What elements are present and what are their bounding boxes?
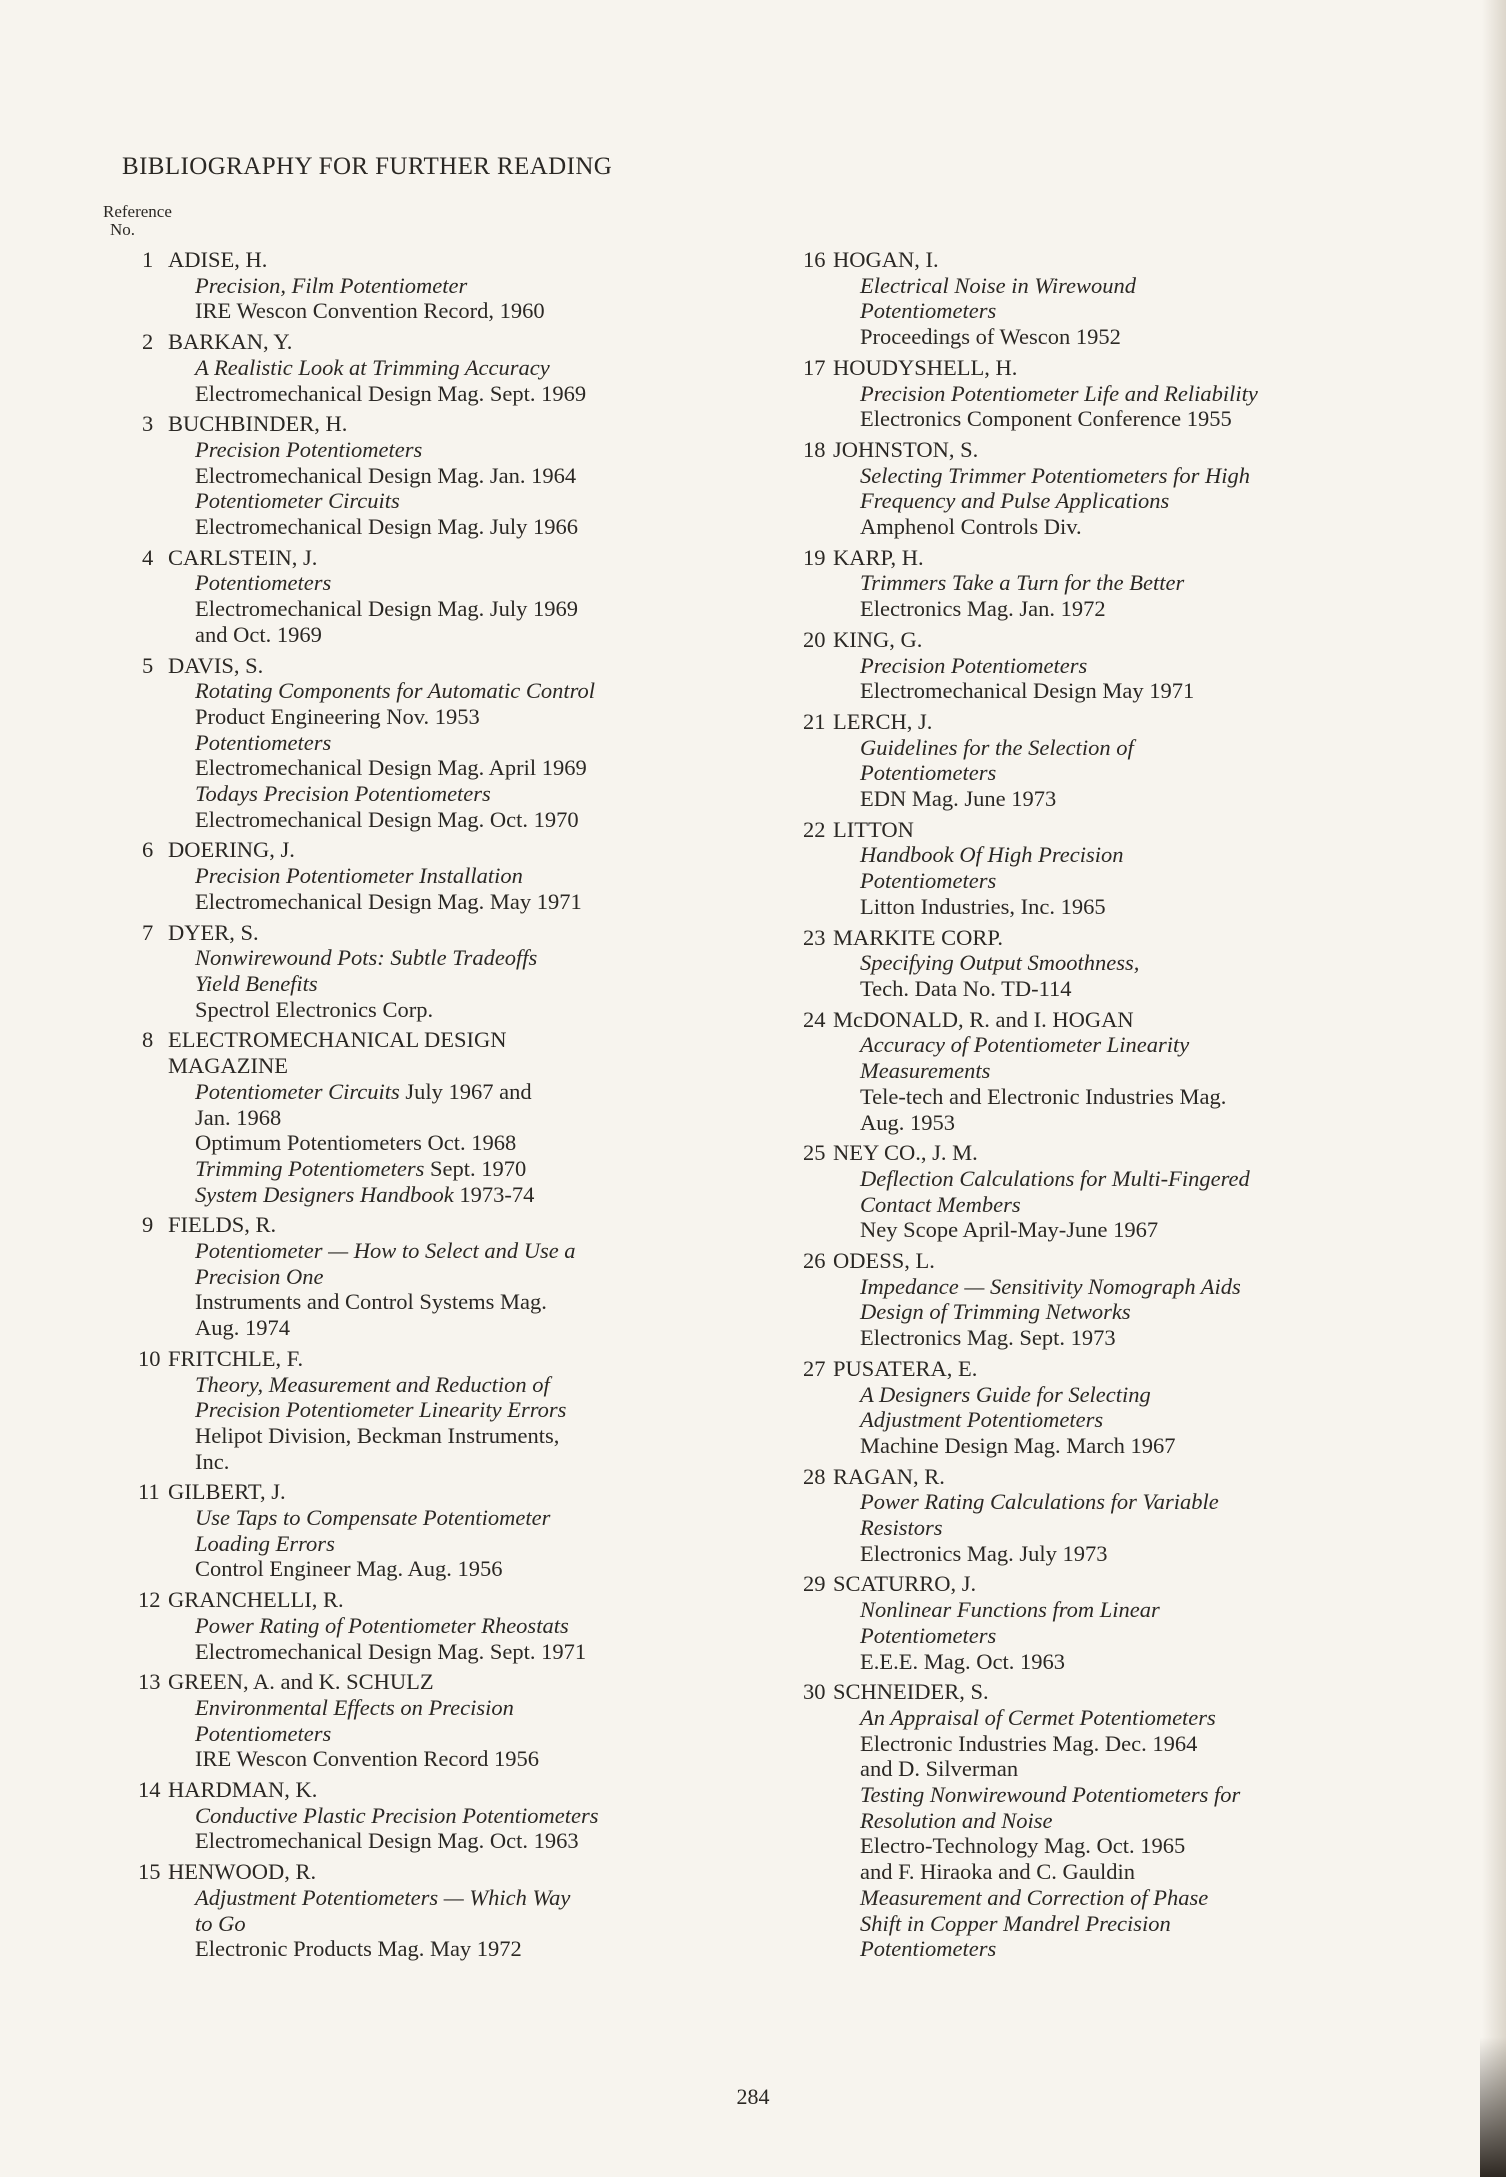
entry-author-line bbox=[803, 627, 1413, 653]
bibliography-column-right bbox=[803, 247, 1413, 1967]
bibliography-entry bbox=[138, 411, 748, 540]
entry-number: 17 bbox=[803, 354, 826, 380]
entry-title: Potentiometer — How to Select and Use a bbox=[195, 1238, 576, 1264]
entry-source: Electromechanical Design Mag. Oct. 1963 bbox=[195, 1828, 579, 1854]
entry-title: Precision One bbox=[195, 1263, 324, 1289]
entry-author: GREEN, A. and K. SCHULZ bbox=[168, 1669, 434, 1695]
entry-source: Electromechanical Design Mag. Sept. 1969 bbox=[195, 380, 587, 406]
entry-author: ADISE, H. bbox=[168, 247, 268, 272]
entry-title: Adjustment Potentiometers — Which Way bbox=[195, 1884, 571, 1910]
bibliography-entry bbox=[803, 1679, 1413, 1962]
entry-author: ODESS, L. bbox=[833, 1248, 935, 1274]
entry-source: Electromechanical Design Mag. May 1971 bbox=[195, 888, 582, 914]
entry-number: 26 bbox=[803, 1248, 826, 1274]
entry-title: A Realistic Look at Trimming Accuracy bbox=[195, 354, 550, 380]
entry-title: Trimming Potentiometers bbox=[195, 1155, 425, 1181]
entry-author-line bbox=[803, 1464, 1413, 1490]
entry-title: Resolution and Noise bbox=[860, 1807, 1053, 1833]
entry-number: 2 bbox=[142, 329, 154, 355]
bibliography-entry bbox=[803, 247, 1413, 350]
entry-author-line bbox=[803, 817, 1413, 843]
entry-number: 25 bbox=[803, 1140, 826, 1166]
entry-source: Instruments and Control Systems Mag. bbox=[195, 1289, 547, 1315]
entry-author-line bbox=[138, 545, 748, 571]
entry-number: 28 bbox=[803, 1463, 826, 1489]
entry-number: 27 bbox=[803, 1355, 826, 1381]
entry-title: Deflection Calculations for Multi-Fingered bbox=[860, 1165, 1250, 1191]
entry-source: Amphenol Controls Div. bbox=[860, 514, 1082, 540]
entry-source: Electronic Products Mag. May 1972 bbox=[195, 1936, 522, 1962]
entry-author: ELECTROMECHANICAL DESIGN bbox=[168, 1027, 507, 1053]
entry-number: 18 bbox=[803, 436, 826, 462]
bibliography-entry bbox=[803, 709, 1413, 812]
entry-title: Design of Trimming Networks bbox=[860, 1299, 1131, 1325]
entry-title: Electrical Noise in Wirewound bbox=[860, 272, 1137, 298]
entry-source: Helipot Division, Beckman Instruments, bbox=[195, 1422, 560, 1448]
entry-author: FRITCHLE, F. bbox=[168, 1345, 304, 1371]
entry-title: Guidelines for the Selection of bbox=[860, 734, 1134, 760]
entry-author: LERCH, J. bbox=[833, 708, 933, 734]
reference-number-label bbox=[103, 203, 172, 239]
entry-author: BUCHBINDER, H. bbox=[168, 411, 348, 437]
entry-number: 4 bbox=[142, 544, 154, 570]
entry-detail-line bbox=[138, 1079, 748, 1105]
entry-title: Precision Potentiometer Installation bbox=[195, 863, 523, 889]
entry-author: NEY CO., J. M. bbox=[833, 1140, 978, 1166]
entry-source: Machine Design Mag. March 1967 bbox=[860, 1432, 1176, 1458]
entry-source: Litton Industries, Inc. 1965 bbox=[860, 893, 1106, 919]
entry-title: Precision Potentiometer Linearity Errors bbox=[195, 1397, 567, 1423]
entry-author: DOERING, J. bbox=[168, 837, 295, 863]
entry-source: Electronics Mag. Sept. 1973 bbox=[860, 1325, 1116, 1351]
entry-author-line bbox=[138, 1346, 748, 1372]
entry-author-line bbox=[138, 837, 748, 863]
entry-source: and Oct. 1969 bbox=[195, 621, 322, 647]
entry-author-line bbox=[803, 1571, 1413, 1597]
entry-title: Conductive Plastic Precision Potentiometers bbox=[195, 1802, 599, 1828]
entry-title: Environmental Effects on Precision bbox=[195, 1694, 514, 1720]
entry-source: Tele-tech and Electronic Industries Mag. bbox=[860, 1083, 1227, 1109]
bibliography-entry bbox=[138, 837, 748, 914]
entry-author-line bbox=[803, 1356, 1413, 1382]
entry-title: Potentiometers bbox=[860, 1622, 997, 1648]
entry-source: Proceedings of Wescon 1952 bbox=[860, 324, 1121, 350]
entry-number: 23 bbox=[803, 924, 826, 950]
entry-title: Rotating Components for Automatic Control bbox=[195, 678, 596, 704]
bibliography-entry bbox=[803, 545, 1413, 622]
entry-author: HOGAN, I. bbox=[833, 247, 939, 272]
reference-label-line2: No. bbox=[110, 220, 136, 239]
entry-source: and F. Hiraoka and C. Gauldin bbox=[860, 1859, 1136, 1885]
entry-title: Loading Errors bbox=[195, 1530, 335, 1556]
entry-author-line bbox=[803, 437, 1413, 463]
bibliography-entry bbox=[803, 627, 1413, 704]
entry-title: Power Rating Calculations for Variable bbox=[860, 1489, 1219, 1515]
entry-title: Potentiometers bbox=[860, 298, 997, 324]
entry-author: McDONALD, R. and I. HOGAN bbox=[833, 1006, 1134, 1032]
bibliography-entry bbox=[138, 1669, 748, 1772]
entry-title: Measurements bbox=[860, 1058, 991, 1084]
entry-title: Testing Nonwirewound Potentiometers for bbox=[860, 1782, 1241, 1808]
entry-title: Todays Precision Potentiometers bbox=[195, 781, 491, 807]
bibliography-column-left bbox=[138, 247, 748, 1967]
entry-source: Electromechanical Design Mag. July 1969 bbox=[195, 596, 579, 622]
bibliography-entry bbox=[138, 545, 748, 648]
bibliography-entry bbox=[138, 1027, 748, 1207]
bibliography-entry bbox=[138, 920, 748, 1023]
entry-author: KARP, H. bbox=[833, 544, 924, 570]
entry-source: E.E.E. Mag. Oct. 1963 bbox=[860, 1648, 1065, 1674]
entry-number: 29 bbox=[803, 1571, 826, 1597]
entry-title: Nonwirewound Pots: Subtle Tradeoffs bbox=[195, 945, 538, 971]
bibliography-entry bbox=[803, 1571, 1413, 1674]
bibliography-entry bbox=[138, 653, 748, 833]
entry-author-line bbox=[138, 920, 748, 946]
entry-source: IRE Wescon Convention Record 1956 bbox=[195, 1746, 539, 1772]
entry-author-line bbox=[138, 411, 748, 437]
entry-title: Precision Potentiometers bbox=[860, 652, 1088, 678]
entry-source: Electro-Technology Mag. Oct. 1965 bbox=[860, 1833, 1186, 1859]
entry-number: 9 bbox=[142, 1212, 154, 1238]
entry-source: Sept. 1970 bbox=[424, 1155, 527, 1181]
entry-source: Control Engineer Mag. Aug. 1956 bbox=[195, 1556, 503, 1582]
entry-author: CARLSTEIN, J. bbox=[168, 544, 318, 570]
entry-author: DYER, S. bbox=[168, 919, 259, 945]
entry-number: 22 bbox=[803, 816, 826, 842]
page-number: 284 bbox=[736, 2084, 770, 2109]
entry-title: Potentiometers bbox=[860, 760, 997, 786]
entry-source: Electromechanical Design Mag. July 1966 bbox=[195, 514, 579, 540]
reference-label-line1: Reference bbox=[103, 202, 172, 221]
entry-author-line bbox=[138, 1669, 748, 1695]
entry-number: 12 bbox=[138, 1587, 161, 1613]
entry-source: Ney Scope April-May-June 1967 bbox=[860, 1217, 1159, 1243]
bibliography-entry bbox=[138, 1777, 748, 1854]
entry-title: Accuracy of Potentiometer Linearity bbox=[860, 1032, 1190, 1058]
entry-number: 14 bbox=[138, 1777, 161, 1803]
bibliography-entry bbox=[138, 1346, 748, 1475]
entry-source: Electromechanical Design Mag. Sept. 1971 bbox=[195, 1638, 587, 1664]
entry-author: KING, G. bbox=[833, 626, 923, 652]
entry-author-line bbox=[803, 545, 1413, 571]
entry-title: Selecting Trimmer Potentiometers for High bbox=[860, 462, 1250, 488]
entry-title: Precision Potentiometer Life and Reliability bbox=[860, 380, 1258, 406]
entry-number: 5 bbox=[142, 652, 154, 678]
page-heading: BIBLIOGRAPHY FOR FURTHER READING bbox=[122, 153, 613, 180]
entry-source: and D. Silverman bbox=[860, 1756, 1019, 1782]
entry-title: Impedance — Sensitivity Nomograph Aids bbox=[860, 1273, 1241, 1299]
entry-number: 1 bbox=[142, 247, 154, 272]
entry-source: Electromechanical Design Mag. April 1969 bbox=[195, 755, 587, 781]
entry-number: 21 bbox=[803, 708, 826, 734]
entry-author: HARDMAN, K. bbox=[168, 1777, 318, 1803]
entry-source: Electromechanical Design Mag. Jan. 1964 bbox=[195, 462, 577, 488]
entry-source: Electronics Mag. July 1973 bbox=[860, 1540, 1108, 1566]
bibliography-entry bbox=[138, 1212, 748, 1341]
entry-title: Frequency and Pulse Applications bbox=[860, 488, 1170, 514]
entry-title: Use Taps to Compensate Potentiometer bbox=[195, 1505, 551, 1531]
entry-detail-line bbox=[138, 1156, 748, 1182]
entry-author: LITTON bbox=[833, 816, 914, 842]
entry-source: Electronics Mag. Jan. 1972 bbox=[860, 596, 1106, 622]
bibliography-entry bbox=[138, 1587, 748, 1664]
entry-author-line bbox=[803, 1007, 1413, 1033]
entry-author-line bbox=[803, 355, 1413, 381]
entry-title: Precision, Film Potentiometer bbox=[195, 272, 468, 298]
entry-number: 6 bbox=[142, 837, 154, 863]
entry-title: Potentiometers bbox=[860, 1936, 997, 1962]
entry-title: Contact Members bbox=[860, 1191, 1021, 1217]
entry-source: IRE Wescon Convention Record, 1960 bbox=[195, 298, 545, 324]
entry-author-line bbox=[803, 709, 1413, 735]
entry-author: HENWOOD, R. bbox=[168, 1859, 317, 1885]
entry-author-line bbox=[138, 1212, 748, 1238]
entry-title: Power Rating of Potentiometer Rheostats bbox=[195, 1612, 569, 1638]
entry-title: to Go bbox=[195, 1910, 246, 1936]
entry-author: SCHNEIDER, S. bbox=[833, 1679, 989, 1705]
entry-title: Adjustment Potentiometers bbox=[860, 1407, 1104, 1433]
entry-source: Tech. Data No. TD-114 bbox=[860, 975, 1072, 1001]
entry-title: Precision Potentiometers bbox=[195, 436, 423, 462]
entry-author: SCATURRO, J. bbox=[833, 1571, 977, 1597]
entry-author-line bbox=[138, 329, 748, 355]
entry-number: 16 bbox=[803, 247, 826, 272]
entry-author: GRANCHELLI, R. bbox=[168, 1587, 344, 1613]
entry-detail-line bbox=[138, 1182, 748, 1208]
entry-number: 3 bbox=[142, 411, 154, 437]
entry-author-line bbox=[138, 1479, 748, 1505]
entry-source: Aug. 1953 bbox=[860, 1109, 955, 1135]
bibliography-entry bbox=[803, 355, 1413, 432]
entry-author-line bbox=[803, 1248, 1413, 1274]
entry-title: Specifying Output Smoothness, bbox=[860, 950, 1140, 976]
entry-author-line bbox=[138, 247, 748, 273]
bibliography-entry bbox=[803, 1248, 1413, 1351]
entry-source: Electronics Component Conference 1955 bbox=[860, 406, 1232, 432]
bibliography-entry bbox=[803, 437, 1413, 540]
bibliography-entry bbox=[803, 1007, 1413, 1136]
bibliography-entry bbox=[138, 1479, 748, 1582]
entry-author: RAGAN, R. bbox=[833, 1463, 945, 1489]
entry-author-line bbox=[138, 1777, 748, 1803]
entry-title: Shift in Copper Mandrel Precision bbox=[860, 1910, 1171, 1936]
bibliography-entry bbox=[138, 247, 748, 324]
entry-number: 11 bbox=[138, 1479, 160, 1505]
entry-title: Potentiometers bbox=[195, 1720, 332, 1746]
entry-source: Electronic Industries Mag. Dec. 1964 bbox=[860, 1730, 1198, 1756]
entry-source: Aug. 1974 bbox=[195, 1315, 290, 1341]
entry-author: FIELDS, R. bbox=[168, 1212, 277, 1238]
entry-title: Nonlinear Functions from Linear bbox=[860, 1597, 1160, 1623]
entry-number: 10 bbox=[138, 1345, 161, 1371]
entry-title: System Designers Handbook bbox=[195, 1181, 454, 1207]
entry-author-line bbox=[138, 1027, 748, 1053]
entry-source: Inc. bbox=[195, 1448, 230, 1474]
bibliography-entry bbox=[138, 1859, 748, 1962]
entry-title: Potentiometers bbox=[195, 729, 332, 755]
entry-number: 7 bbox=[142, 919, 154, 945]
entry-author: HOUDYSHELL, H. bbox=[833, 354, 1018, 380]
bibliography-entry bbox=[803, 925, 1413, 1002]
entry-number: 15 bbox=[138, 1859, 161, 1885]
entry-author: MARKITE CORP. bbox=[833, 924, 1004, 950]
entry-number: 8 bbox=[142, 1027, 154, 1053]
entry-number: 13 bbox=[138, 1669, 161, 1695]
entry-title: Measurement and Correction of Phase bbox=[860, 1884, 1209, 1910]
entry-title: Yield Benefits bbox=[195, 970, 318, 996]
entry-title: Resistors bbox=[860, 1515, 943, 1541]
entry-title: Potentiometer Circuits bbox=[195, 488, 400, 514]
bibliography-entry bbox=[138, 329, 748, 406]
bibliography-entry bbox=[803, 1356, 1413, 1459]
entry-source: Product Engineering Nov. 1953 bbox=[195, 703, 480, 729]
entry-author: BARKAN, Y. bbox=[168, 329, 293, 355]
entry-author-line bbox=[803, 1679, 1413, 1705]
entry-author-line bbox=[803, 1140, 1413, 1166]
entry-source: Optimum Potentiometers Oct. 1968 bbox=[195, 1130, 517, 1156]
entry-title: A Designers Guide for Selecting bbox=[860, 1381, 1151, 1407]
entry-source: 1973-74 bbox=[453, 1181, 535, 1207]
entry-author: JOHNSTON, S. bbox=[833, 436, 979, 462]
entry-number: 24 bbox=[803, 1006, 826, 1032]
entry-author-line bbox=[803, 925, 1413, 951]
entry-source: July 1967 and bbox=[399, 1078, 532, 1104]
entry-title: An Appraisal of Cermet Potentiometers bbox=[860, 1704, 1216, 1730]
entry-source: Electromechanical Design Mag. Oct. 1970 bbox=[195, 806, 579, 832]
entry-author: GILBERT, J. bbox=[168, 1479, 286, 1505]
entry-author-line bbox=[803, 247, 1413, 273]
entry-author-line bbox=[138, 1587, 748, 1613]
bibliography-entry bbox=[803, 1140, 1413, 1243]
entry-title: Potentiometer Circuits bbox=[195, 1078, 400, 1104]
entry-author: PUSATERA, E. bbox=[833, 1355, 978, 1381]
entry-author-line bbox=[138, 653, 748, 679]
entry-title: Potentiometers bbox=[860, 868, 997, 894]
entry-source: Spectrol Electronics Corp. bbox=[195, 996, 434, 1022]
entry-author: DAVIS, S. bbox=[168, 652, 264, 678]
entry-number: 30 bbox=[803, 1679, 826, 1705]
entry-source: Electromechanical Design May 1971 bbox=[860, 678, 1195, 704]
page-edge-shadow bbox=[1482, 0, 1506, 2177]
entry-author-line bbox=[138, 1859, 748, 1885]
entry-source: Jan. 1968 bbox=[195, 1104, 282, 1130]
entry-source: EDN Mag. June 1973 bbox=[860, 786, 1057, 812]
entry-title: Theory, Measurement and Reduction of bbox=[195, 1371, 550, 1397]
entry-number: 20 bbox=[803, 626, 826, 652]
entry-title: Potentiometers bbox=[195, 570, 332, 596]
entry-title: Handbook Of High Precision bbox=[860, 842, 1124, 868]
bibliography-entry bbox=[803, 1464, 1413, 1567]
entry-title: Trimmers Take a Turn for the Better bbox=[860, 570, 1185, 596]
entry-number: 19 bbox=[803, 544, 826, 570]
bibliography-entry bbox=[803, 817, 1413, 920]
entry-source: MAGAZINE bbox=[168, 1053, 288, 1079]
